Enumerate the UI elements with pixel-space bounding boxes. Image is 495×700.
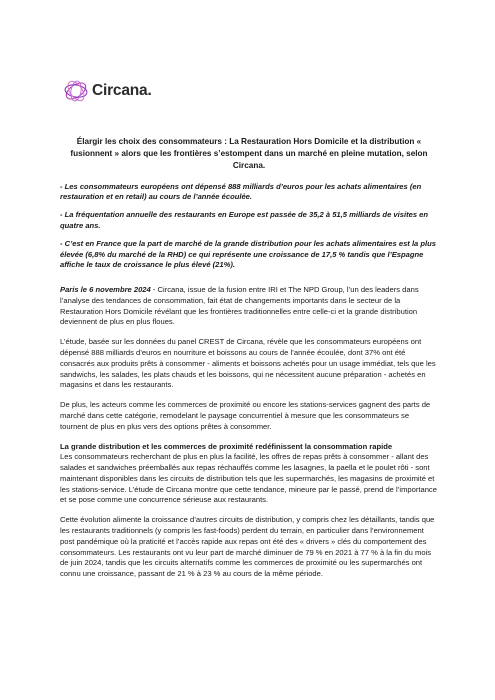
dateline: Paris le 6 novembre 2024 bbox=[60, 285, 151, 295]
intro-text: - Circana, issue de la fusion entre IRI et The NPD Group, l’un des leaders dans l’analyse des tendances de consommation, fait état de changements importants dans le secteur de la Restauration Hors Domicile révélant que les frontières traditionnelles entre celle-ci et la grande distribution deviennent de plus en plus floues. bbox=[60, 285, 419, 327]
paragraph-evolution: Cette évolution alimente la croissance d’autres circuits de distribution, y compris chez les détaillants, tandis que les restaurants traditionnels (y compris les fast-foods) perdent du terrain, en particulier dans l’environnement post pandémique où la praticité et l’accès rapide aux repas ont été des « drivers » clés du comportement des consommateurs. Les restaurants ont vu leur part de marché diminuer de 79 % en 2021 à 77 % à la fin du mois de juin 2024, tandis que les circuits alternatifs comme les commerces de proximité ou les supermarchés ont connu une croissance, passant de 21 % à 23 % au cours de la même période. bbox=[60, 515, 435, 579]
paragraph-study: L’étude, basée sur les données du panel CREST de Circana, révèle que les consommateurs européens ont dépensé 888 milliards d’euros en nourriture et boissons au cours de l’année écoulée, dont 37% ont été consacrés aux produits prêts à consommer - aliments et boissons achetés pour un usage immédiat, tels que les sandwichs, les salades, les plats chauds et les boissons, qui ne nécessitent aucune préparation - achetés en magasins et dans les restaurants. bbox=[60, 337, 436, 390]
brand-name: Circana. bbox=[92, 82, 152, 99]
paragraph-intro bbox=[60, 285, 438, 328]
section-heading: La grande distribution et les commerces de proximité redéfinissent la consommation rapide bbox=[60, 441, 393, 451]
highlight-bullet: - C’est en France que la part de marché de la grande distribution pour les achats alimentaires est la plus élevée (6,8% du marché de la RHD) ce qui représente une croissance de 17,5 % tandis que l’Espagne affiche le taux de croissance le plus élevé (21%). bbox=[60, 238, 437, 270]
circana-logo bbox=[63, 78, 152, 104]
press-release bbox=[60, 136, 438, 589]
document-title: Élargir les choix des consommateurs : La Restauration Hors Domicile et la distribution « fusionnent » alors que les frontières s’estompent dans un marché en pleine mutation, selon Circana. bbox=[70, 137, 428, 170]
highlight-bullet: - Les consommateurs européens ont dépensé 888 milliards d’euros pour les achats alimentaires (en restauration et en retail) au cours de l’année écoulée. bbox=[60, 181, 422, 202]
highlight-bullet: - La fréquentation annuelle des restaurants en Europe est passée de 35,2 à 51,5 milliards de visites en quatre ans. bbox=[60, 210, 429, 231]
paragraph-consumers: Les consommateurs recherchant de plus en plus la facilité, les offres de repas prêts à consommer - allant des salades et sandwiches préemballés aux repas réchauffés comme les lasagnes, la paella et le poulet rôti - sont maintenant disponibles dans les circuits de distribution tels que les supermarchés, les magasins de proximité et les stations-service. L’étude de Circana montre que cette tendance, mineure par le passé, prend de l’importance et se pose comme une concurrence sérieuse aux restaurants. bbox=[60, 452, 437, 505]
paragraph-convenience: De plus, les acteurs comme les commerces de proximité ou encore les stations-services gagnent des parts de marché dans cette catégorie, remodelant le paysage concurrentiel à mesure que les consommateurs se tournent de plus en plus vers des options prêtes à consommer. bbox=[60, 400, 431, 431]
circana-swirl-icon bbox=[63, 78, 89, 104]
